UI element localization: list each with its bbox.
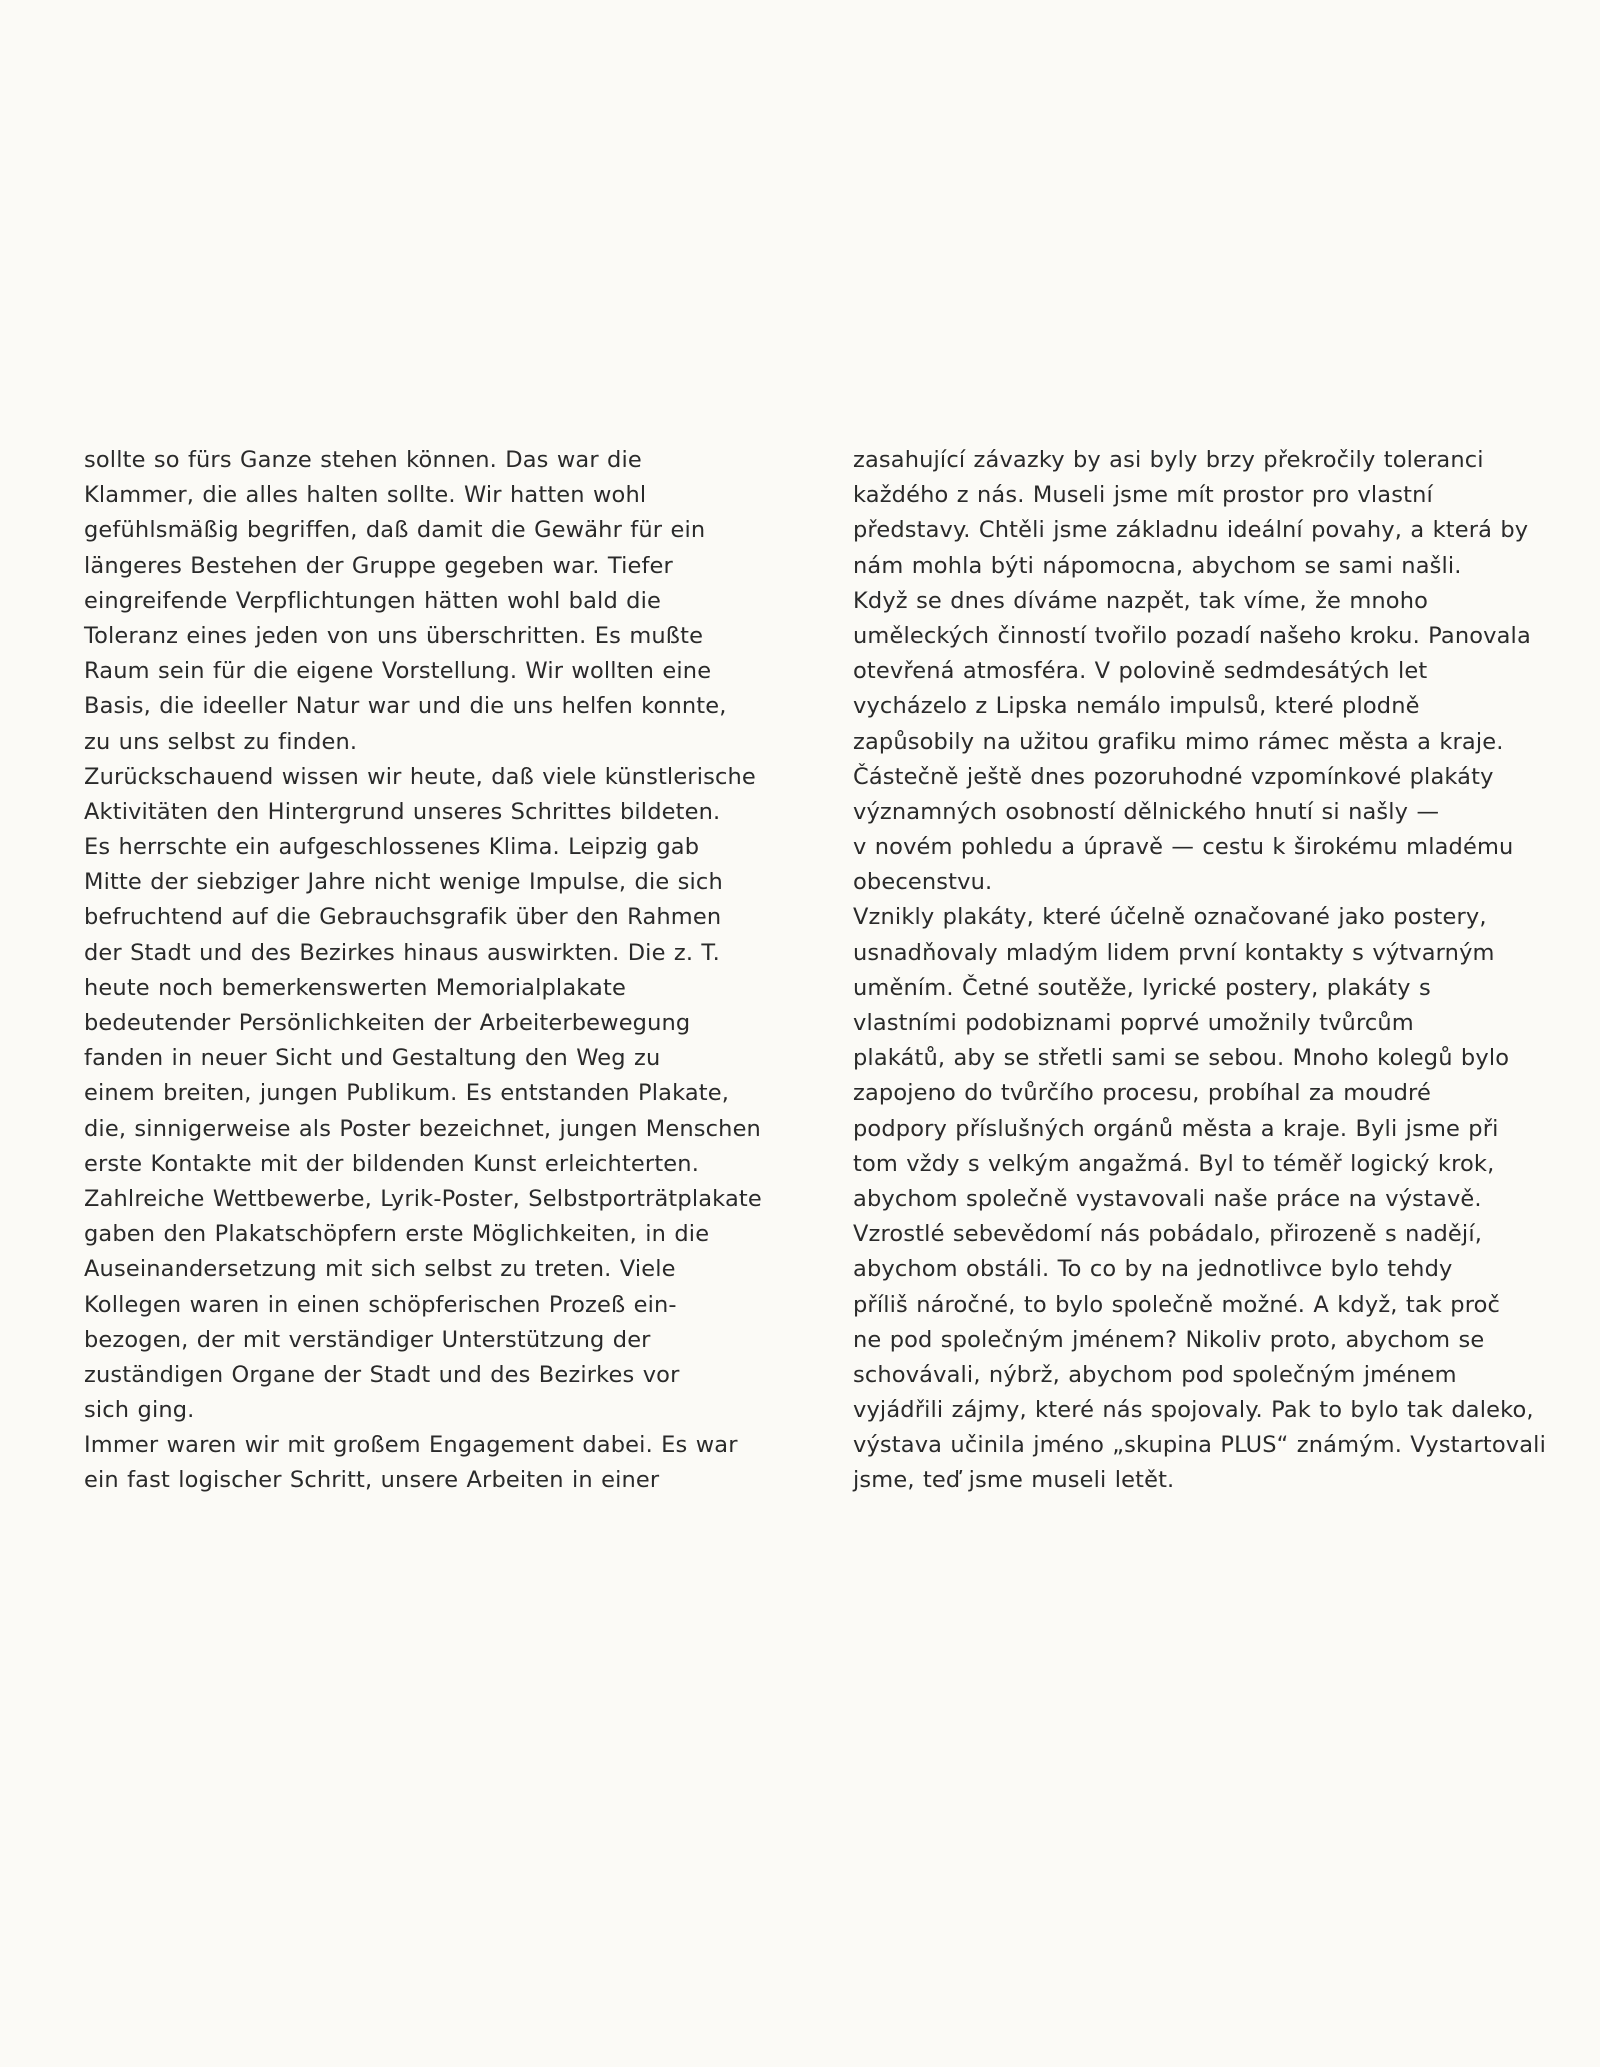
text-line: sollte so fürs Ganze stehen können. Das war die (84, 447, 642, 473)
text-line: abychom společně vystavovali naše práce na výstavě. (853, 1185, 1482, 1212)
text-line: usnadňovaly mladým lidem první kontakty s výtvarným (853, 939, 1495, 966)
text-line: ne pod společným jménem? Nikoliv proto, abychom se (853, 1326, 1485, 1353)
text-line: podpory příslušných orgánů města a kraje. Byli jsme při (853, 1115, 1499, 1142)
text-line: zapůsobily na užitou grafiku mimo rámec města a kraje. (853, 728, 1504, 755)
text-line: zu uns selbst zu finden. (84, 728, 358, 755)
text-line: zuständigen Organe der Stadt und des Bezirkes vor (84, 1361, 680, 1388)
text-line: gefühlsmäßig begriffen, daß damit die Gewähr für ein (84, 517, 706, 544)
text-line: Raum sein für die eigene Vorstellung. Wir wollten eine (84, 658, 712, 685)
text-line: Kollegen waren in einen schöpferischen Prozeß ein- (84, 1291, 677, 1318)
text-line: erste Kontakte mit der bildenden Kunst erleichterten. (84, 1150, 699, 1177)
text-line: představy. Chtěli jsme základnu ideální povahy, a která by (853, 517, 1529, 544)
text-line: Aktivitäten den Hintergrund unseres Schrittes bildeten. (84, 798, 721, 825)
text-line: výstava učinila jméno „skupina PLUS“ známým. Vystartovali (853, 1432, 1546, 1459)
text-line: Basis, die ideeller Natur war und die uns helfen konnte, (84, 693, 727, 720)
text-line: heute noch bemerkenswerten Memorialplakate (84, 974, 626, 1001)
text-line: bedeutender Persönlichkeiten der Arbeiterbewegung (84, 1010, 691, 1036)
text-line: obecenstvu. (853, 869, 993, 896)
text-line: längeres Bestehen der Gruppe gegeben war. Tiefer (84, 552, 673, 579)
text-line: každého z nás. Museli jsme mít prostor pro vlastní (853, 482, 1433, 509)
text-line: Es herrschte ein aufgeschlossenes Klima. Leipzig gab (84, 834, 700, 861)
text-line: befruchtend auf die Gebrauchsgrafik über den Rahmen (84, 904, 722, 931)
text-line: fanden in neuer Sicht und Gestaltung den Weg zu (84, 1045, 661, 1072)
text-line: abychom obstáli. To co by na jednotlivce bylo tehdy (853, 1256, 1453, 1283)
text-line: zapojeno do tvůrčího procesu, probíhal za moudré (853, 1080, 1431, 1107)
text-line: der Stadt und des Bezirkes hinaus auswirkten. Die z. T. (84, 939, 720, 966)
text-line: jsme, teď jsme museli letět. (853, 1467, 1175, 1494)
text-line: Částečně ještě dnes pozoruhodné vzpomínkové plakáty (853, 763, 1494, 790)
text-line: die, sinnigerweise als Poster bezeichnet, jungen Menschen (84, 1115, 761, 1142)
text-line: Auseinandersetzung mit sich selbst zu treten. Viele (84, 1256, 676, 1283)
text-line: eingreifende Verpflichtungen hätten wohl bald die (84, 587, 662, 614)
text-line: Vzrostlé sebevědomí nás pobádalo, přirozeně s nadějí, (853, 1221, 1483, 1248)
text-line: Vznikly plakáty, které účelně označované jako postery, (853, 904, 1487, 931)
text-line: vyjádřili zájmy, které nás spojovaly. Pak to bylo tak daleko, (853, 1397, 1534, 1424)
text-line: Zurückschauend wissen wir heute, daß viele künstlerische (84, 763, 756, 790)
text-line: zasahující závazky by asi byly brzy překročily toleranci (853, 447, 1484, 473)
text-line: ein fast logischer Schritt, unsere Arbeiten in einer (84, 1467, 660, 1494)
text-line: bezogen, der mit verständiger Unterstützung der (84, 1326, 651, 1353)
text-line: nám mohla býti nápomocna, abychom se sami našli. (853, 552, 1462, 579)
text-line: Toleranz eines jeden von uns überschritten. Es mußte (84, 622, 704, 649)
text-line: významných osobností dělnického hnutí si našly — (853, 798, 1440, 825)
text-line: Mitte der siebziger Jahre nicht wenige Impulse, die sich (84, 869, 723, 896)
text-line: schovávali, nýbrž, abychom pod společným jménem (853, 1361, 1457, 1388)
text-line: plakátů, aby se střetli sami se sebou. Mnoho kolegů bylo (853, 1045, 1510, 1072)
text-line: Když se dnes díváme nazpět, tak víme, že mnoho (853, 587, 1429, 614)
text-line: einem breiten, jungen Publikum. Es entstanden Plakate, (84, 1080, 730, 1107)
text-line: příliš náročné, to bylo společně možné. A když, tak proč (853, 1291, 1501, 1318)
text-line: Klammer, die alles halten sollte. Wir hatten wohl (84, 482, 647, 509)
text-line: sich ging. (84, 1397, 195, 1424)
text-line: uměleckých činností tvořilo pozadí našeho kroku. Panovala (853, 622, 1531, 649)
text-line: v novém pohledu a úpravě — cestu k širokému mladému (853, 834, 1514, 861)
text-line: Zahlreiche Wettbewerbe, Lyrik-Poster, Selbstporträtplakate (84, 1185, 762, 1212)
text-line: uměním. Četné soutěže, lyrické postery, plakáty s (853, 974, 1431, 1001)
text-line: tom vždy s velkým angažmá. Byl to téměř logický krok, (853, 1150, 1495, 1177)
text-line: vycházelo z Lipska nemálo impulsů, které plodně (853, 693, 1420, 720)
text-line: gaben den Plakatschöpfern erste Möglichkeiten, in die (84, 1221, 710, 1248)
text-line: vlastními podobiznami poprvé umožnily tvůrcům (853, 1010, 1414, 1036)
text-line: Immer waren wir mit großem Engagement dabei. Es war (84, 1432, 738, 1459)
czech-text-column (853, 443, 1546, 1499)
german-text-column (84, 443, 804, 1499)
text-line: otevřená atmosféra. V polovině sedmdesátých let (853, 658, 1428, 685)
